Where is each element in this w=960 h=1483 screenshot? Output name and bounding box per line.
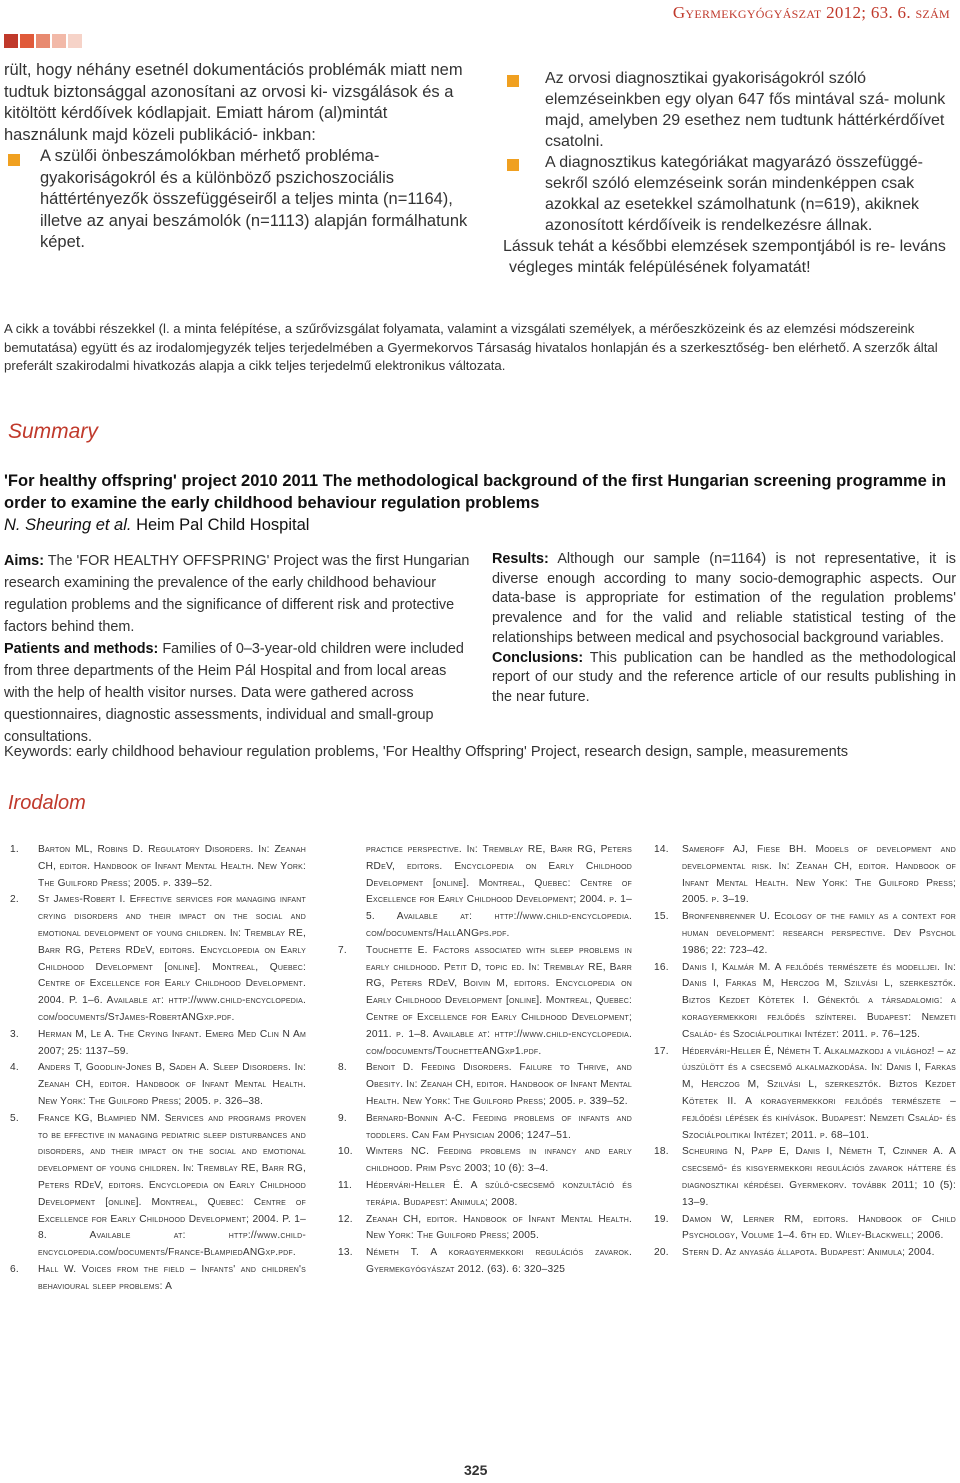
- decorative-square: [20, 34, 34, 48]
- bullet-text: A diagnosztikus kategóriákat magyarázó összefüggé- sekről szóló elemzéseink során mindenképpen csak azokkal az esetekkel számolhatunk (n=619), akiknek azonosított kérdőíveik is rendelkezésre állnak.: [545, 154, 923, 234]
- reference-number: 2.: [10, 894, 19, 906]
- results-text: Although our sample (n=1164) is not representative, it is diverse enough according to many socio-demographic aspects. Our data-base is appropriate for estimation of the regulation problems' prevalence and for the valid and reliable statistical testing of the relationships between medical and psychosocial background variables.: [492, 551, 956, 646]
- reference-item: [654, 1245, 956, 1262]
- references-column-1: [10, 842, 306, 1296]
- conclusions-paragraph: [492, 649, 956, 708]
- bullet-square-icon: [507, 159, 519, 171]
- reference-item: [10, 1027, 306, 1061]
- reference-number: 13.: [338, 1247, 353, 1259]
- affiliation: Heim Pal Child Hospital: [136, 516, 310, 534]
- reference-item: [654, 1044, 956, 1145]
- reference-text: Anders T, Goodlin-Jones B, Sadeh A. Sleep Disorders. In: Zeanah CH, editor. Handbook of Infant Mental Health. New York: The Guilford Press; 2005. p. 326–38.: [38, 1062, 306, 1107]
- bullet-item: [503, 152, 958, 236]
- reference-item: [654, 842, 956, 909]
- reference-text: Winters NC. Feeding problems in infancy and early childhood. Prim Psyc 2003; 10 (6): 3–4.: [366, 1146, 632, 1175]
- methods-paragraph: [4, 638, 470, 748]
- reference-item: [338, 1111, 632, 1145]
- reference-item: [654, 960, 956, 1044]
- reference-number: 4.: [10, 1062, 19, 1074]
- results-paragraph: [492, 550, 956, 649]
- reference-number: 14.: [654, 844, 669, 855]
- references-heading: Irodalom: [8, 792, 86, 814]
- reference-item: [654, 909, 956, 959]
- bullet-square-icon: [507, 75, 519, 87]
- reference-text: Barton ML, Robins D. Regulatory Disorders. In: Zeanah CH, editor. Handbook of Infant Mental Health. New York: The Guilford Press; 2005. p. 339–52.: [38, 844, 306, 889]
- aims-paragraph: [4, 550, 470, 638]
- reference-number: 7.: [338, 944, 347, 956]
- aims-label: Aims:: [4, 553, 44, 569]
- page-number: 325: [464, 1462, 488, 1478]
- decorative-square: [4, 34, 18, 48]
- reference-item: [338, 842, 632, 943]
- keywords: Keywords: early childhood behaviour regulation problems, 'For Healthy Offspring' Project, research design, sample, measurements: [4, 744, 849, 760]
- summary-left-column: [4, 550, 470, 748]
- reference-number: 16.: [654, 961, 669, 973]
- reference-text: practice perspective. In: Tremblay RE, Barr RG, Peters RDeV, editors. Encyclopedia on Early Childhood Development [online]. Montreal, Quebec: Centre of Excellence for Early Childhood Development; 2004. p. 1–5. Available at: http://www.child-encyclopedia. com/documents/HallANGps.pdf.: [366, 844, 632, 939]
- reference-text: Hédervári-Heller É, Németh T. Alkalmazkodj a világhoz! – az újszülött és a csecsemő alkalmazkodása. In: Danis I, Farkas M, Herczog M, Szilvási L, szerkesztők. Biztos Kezdet Kötetek II. A koragyermekkori fejlődés természete – fejlődési lépések és kihívások. Budapest: Nemzeti Család- és Szociálpolitikai Intézet; 2011. p. 68–101.: [682, 1045, 956, 1141]
- reference-text: Sameroff AJ, Fiese BH. Models of development and developmental risk. In: Zeanah CH, editor. Handbook of Infant Mental Health. New York: The Guilford Press; 2005. p. 3–19.: [682, 844, 956, 906]
- results-label: Results:: [492, 551, 549, 567]
- reference-number: 6.: [10, 1263, 19, 1275]
- conclusions-text: This publication can be handled as the methodological report of our study and the reference article of our results publishing in the near future.: [492, 649, 956, 705]
- decorative-square: [68, 34, 82, 48]
- decorative-square: [36, 34, 50, 48]
- reference-text: Németh T. A koragyermekkori regulációs zavarok. Gyermekgyógyászat 2012. (63). 6: 320–325: [366, 1247, 632, 1275]
- reference-item: [338, 1060, 632, 1110]
- reference-item: [338, 1178, 632, 1212]
- reference-item: [338, 1212, 632, 1246]
- reference-text: Zeanah CH, editor. Handbook of Infant Mental Health. New York: The Guilford Press; 2005.: [366, 1213, 632, 1242]
- reference-number: 5.: [10, 1112, 19, 1124]
- reference-number: 15.: [654, 911, 669, 923]
- reference-number: 9.: [338, 1112, 347, 1124]
- reference-number: 18.: [654, 1146, 669, 1158]
- intro-left-column: [4, 60, 474, 254]
- conclusions-label: Conclusions:: [492, 649, 584, 666]
- reference-item: [10, 1111, 306, 1262]
- reference-text: France KG, Blampied NM. Services and programs proven to be effective in managing pediatric sleep disturbances and disorders, and their impact on the social and emotional development of young children. In: Tremblay RE, Barr RG, Peters RDeV, editors. Encyclopedia on Early Childhood Development [online]. Montreal, Quebec: Centre of Excellence for Early Childhood Development; 2004. P. 1–8. Available at: http://www.child-encyclopedia.com/documents/France-BlampiedANGxp.pdf.: [38, 1112, 306, 1259]
- reference-item: [10, 1060, 306, 1110]
- reference-number: 11.: [338, 1179, 353, 1191]
- reference-text: Herman M, Le A. The Crying Infant. Emerg Med Clin N Am 2007; 25: 1137–59.: [38, 1028, 306, 1057]
- summary-heading: Summary: [8, 420, 98, 443]
- reference-number: 3.: [10, 1028, 19, 1040]
- intro-right-column: [503, 68, 958, 278]
- reference-item: [10, 1262, 306, 1296]
- bullet-text: A szülői önbeszámolókban mérhető probléma- gyakoriságokról és a különböző pszichoszociális háttértényezők összefüggéseiről a teljes minta (n=1164), illetve az anyai beszámolók (n=1113) alapján formálhatunk képet.: [40, 147, 468, 251]
- bullet-square-icon: [8, 154, 20, 166]
- reference-item: [338, 1144, 632, 1178]
- decorative-square: [52, 34, 66, 48]
- article-note: A cikk a további részekkel (l. a minta felépítése, a szűrővizsgálat folyamata, valamint a vizsgálati személyek, a mérőeszközeink és az elemzési módszereink bemutatása) együtt és az irodalomjegyzék teljes terjedelmében a Gyermekorvos Társaság hivatalos honlapján és a szerkesztőség- ben elérhető. A szerzők által preferált szakirodalmi hivatkozás alapja a cikk teljes terjedelmű elektronikus változata.: [4, 321, 938, 373]
- reference-item: [338, 1245, 632, 1279]
- summary-title: 'For healthy offspring' project 2010 2011 The methodological background of the first Hungarian screening programme in order to examine the early childhood behaviour regulation problems: [4, 472, 947, 512]
- reference-text: Bernard-Bonnin A-C. Feeding problems of infants and toddlers. Can Fam Physician 2006; 1247–51.: [366, 1112, 632, 1141]
- reference-number: 19.: [654, 1213, 669, 1225]
- methods-text: Families of 0–3-year-old children were included from three departments of the Heim Pál Hospital and from local areas with the help of health visitor nurses. Data were gathered across questionnaires, diagnostic assessments, individual and small-group consultations.: [4, 641, 464, 745]
- reference-number: 17.: [654, 1045, 669, 1057]
- journal-header: Gyermekgyógyászat 2012; 63. 6. szám: [672, 3, 950, 22]
- bullet-item: [4, 146, 474, 254]
- reference-item: [654, 1144, 956, 1211]
- reference-number: 12.: [338, 1213, 353, 1225]
- reference-text: Benoit D. Feeding Disorders. Failure to Thrive, and Obesity. In: Zeanah CH, editor. Handbook of Infant Mental Health. New York: The Guilford Press; 2005. p. 339–52.: [366, 1062, 632, 1107]
- reference-item: [10, 892, 306, 1026]
- reference-number: 10.: [338, 1146, 353, 1158]
- reference-text: Touchette E. Factors associated with sleep problems in early childhood. Petit D, topic ed. In: Tremblay RE, Barr RG, Peters RDeV, Boivin M, editors. Encyclopedia on Early Childhood Development [online]. Montreal, Quebec: Centre of Excellence for Early Childhood Development; 2011. p. 1–8. Available at: http://www.child-encyclopedia. com/documents/TouchetteANGxp1.pdf.: [366, 944, 632, 1057]
- reference-item: [338, 943, 632, 1061]
- reference-number: 20.: [654, 1247, 669, 1259]
- reference-text: Damon W, Lerner RM, editors. Handbook of Child Psychology, Volume 1–4. 6th ed. Wiley-Blackwell; 2006.: [682, 1213, 956, 1242]
- reference-item: [10, 842, 306, 892]
- reference-number: 1.: [10, 844, 19, 855]
- reference-text: Danis I, Kalmár M. A fejlődés természete és modelljei. In: Danis I, Farkas M, Herczog M, Szilvási L, szerkesztők. Biztos Kezdet Kötetek I. Génektől a társadalomig: a koragyermekkori fejlődés színterei. Budapest: Nemzeti Család- és Szociálpolitikai Intézet: 2011. p. 76–125.: [682, 961, 956, 1040]
- reference-text: Bronfenbrenner U. Ecology of the family as a context for human development: research perspective. Dev Psychol 1986; 22: 723–42.: [682, 911, 956, 956]
- closing-sentence: Lássuk tehát a későbbi elemzések szempontjából is re- leváns végleges minták felépülésének folyamatát!: [503, 238, 946, 276]
- summary-right-column: [492, 550, 956, 708]
- methods-label: Patients and methods:: [4, 641, 159, 657]
- reference-text: St James-Robert I. Effective services for managing infant crying disorders and their impact on the social and emotional development of young children. In: Tremblay RE, Barr RG, Peters RDeV, editors. Encyclopedia on Early Childhood Development [online]. Montreal, Quebec: Centre of Excellence for Early Childhood Development. 2004. P. 1–6. Available at: http://www.child-encyclopedia. com/documents/StJames-RobertANGxp.pdf.: [38, 894, 306, 1023]
- references-column-2: [338, 842, 632, 1279]
- reference-text: Stern D. Az anyaság állapota. Budapest: Animula; 2004.: [682, 1247, 935, 1259]
- reference-text: Hédervári-Heller É. A szülő-csecsemő konzultáció és terápia. Budapest: Animula; 2008.: [366, 1179, 632, 1208]
- reference-number: [338, 842, 366, 943]
- summary-authors: [4, 516, 309, 535]
- references-column-3: [654, 842, 956, 1262]
- author-names: N. Sheuring et al.: [4, 516, 132, 534]
- reference-text: Scheuring N, Papp E, Danis I, Németh T, Czinner A. A csecsemő- és kisgyermekkori regulációs zavarok háttere és diagnosztikai kérdései. Gyermekorv. továbbk 2011; 10 (5): 13–9.: [682, 1146, 956, 1208]
- reference-item: [654, 1212, 956, 1246]
- reference-text: Hall W. Voices from the field – Infants' and children's behavioural sleep problems: A: [38, 1263, 306, 1292]
- intro-paragraph: rült, hogy néhány esetnél dokumentációs problémák miatt nem tudtuk biztonsággal azonosítani az orvosi ki- vizsgálások és a kitöltött kérdőívek kódlapjait. Emiatt három (al)mintát használunk majd közeli publikáció- inkban:: [4, 61, 463, 144]
- decorative-squares: [4, 34, 82, 48]
- bullet-text: Az orvosi diagnosztikai gyakoriságokról szóló elemzéseinkben egy olyan 647 fős mintával szá- molunk majd, amelyben 29 esethez nem tudtunk háttérkérdőívet csatolni.: [545, 70, 946, 150]
- aims-text: The 'FOR HEALTHY OFFSPRING' Project was the first Hungarian research examining the prevalence of the early childhood behaviour regulation problems and the significance of different risk and protective factors behind them.: [4, 553, 470, 635]
- reference-number: 8.: [338, 1062, 347, 1074]
- bullet-item: [503, 68, 958, 152]
